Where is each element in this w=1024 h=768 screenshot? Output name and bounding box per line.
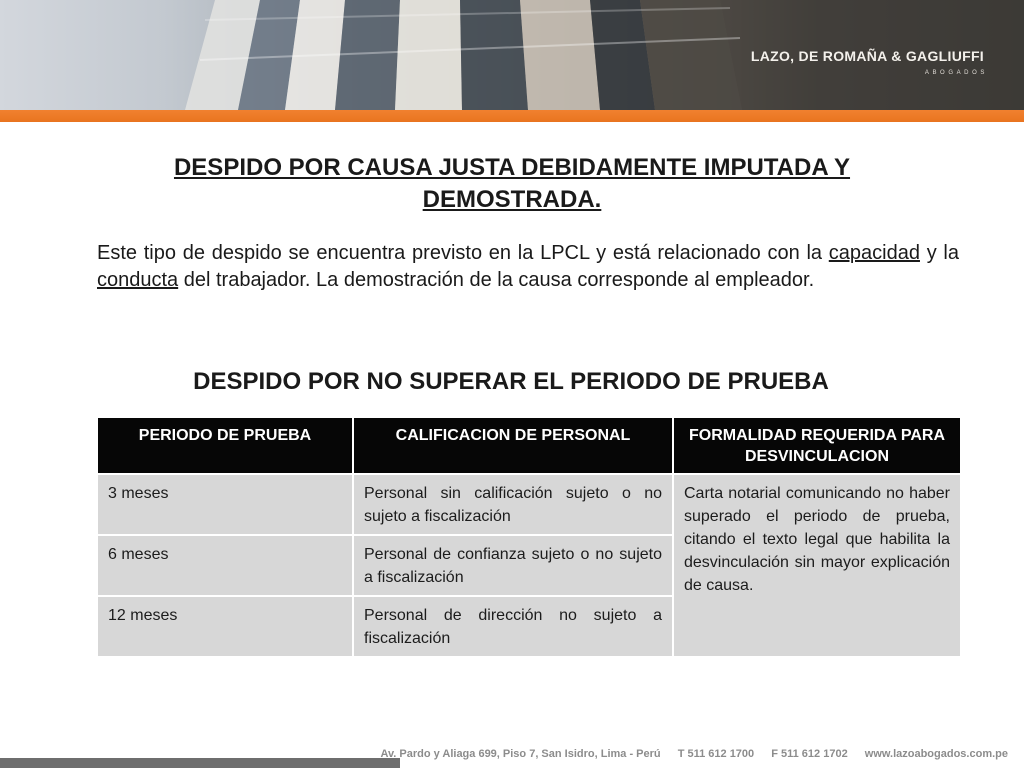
accent-bar <box>0 110 1024 122</box>
paragraph-text-3: del trabajador. La demostración de la causa corresponde al empleador. <box>178 269 815 291</box>
logo-subtitle: ABOGADOS <box>924 70 988 76</box>
cell-calificacion: Personal sin calificación sujeto o no sujeto a fiscalización <box>353 474 673 535</box>
company-logo <box>750 48 988 76</box>
cell-calificacion: Personal de dirección no sujeto a fiscalización <box>353 596 673 657</box>
logo-name: LAZO, DE ROMAÑA & GAGLIUFFI <box>750 48 984 64</box>
underlined-capacidad: capacidad <box>828 242 920 264</box>
table-row <box>97 474 961 535</box>
cell-periodo: 6 meses <box>97 535 353 596</box>
footer-website: www.lazoabogados.com.pe <box>864 748 1008 760</box>
periodo-prueba-table <box>96 416 962 658</box>
section-title-causa-justa: DESPIDO POR CAUSA JUSTA DEBIDAMENTE IMPUTADA Y DEMOSTRADA. <box>173 154 851 213</box>
footer-fax: F 511 612 1702 <box>771 748 848 760</box>
cell-formalidad: Carta notarial comunicando no haber superado el periodo de prueba, citando el texto legal que habilita la desvinculación sin mayor explicación de causa. <box>673 474 961 657</box>
footer-address: Av. Pardo y Aliaga 699, Piso 7, San Isidro, Lima - Perú <box>380 748 661 760</box>
footer-bar <box>0 758 400 768</box>
paragraph-text-2: y la <box>919 242 959 264</box>
footer-phone: T 511 612 1700 <box>677 748 755 760</box>
header-periodo: PERIODO DE PRUEBA <box>97 417 353 474</box>
footer-contact <box>380 748 1008 760</box>
underlined-conducta: conducta <box>97 269 179 291</box>
section-paragraph <box>97 240 959 294</box>
paragraph-text-1: Este tipo de despido se encuentra previsto en la LPCL y está relacionado con la <box>97 242 829 264</box>
cell-periodo: 12 meses <box>97 596 353 657</box>
table-header-row <box>97 417 961 474</box>
header-formalidad: FORMALIDAD REQUERIDA PARA DESVINCULACION <box>673 417 961 474</box>
cell-periodo: 3 meses <box>97 474 353 535</box>
header-banner <box>0 0 1024 110</box>
header-calificacion: CALIFICACION DE PERSONAL <box>353 417 673 474</box>
section-title-periodo-prueba: DESPIDO POR NO SUPERAR EL PERIODO DE PRUEBA <box>193 368 829 395</box>
cell-calificacion: Personal de confianza sujeto o no sujeto a fiscalización <box>353 535 673 596</box>
